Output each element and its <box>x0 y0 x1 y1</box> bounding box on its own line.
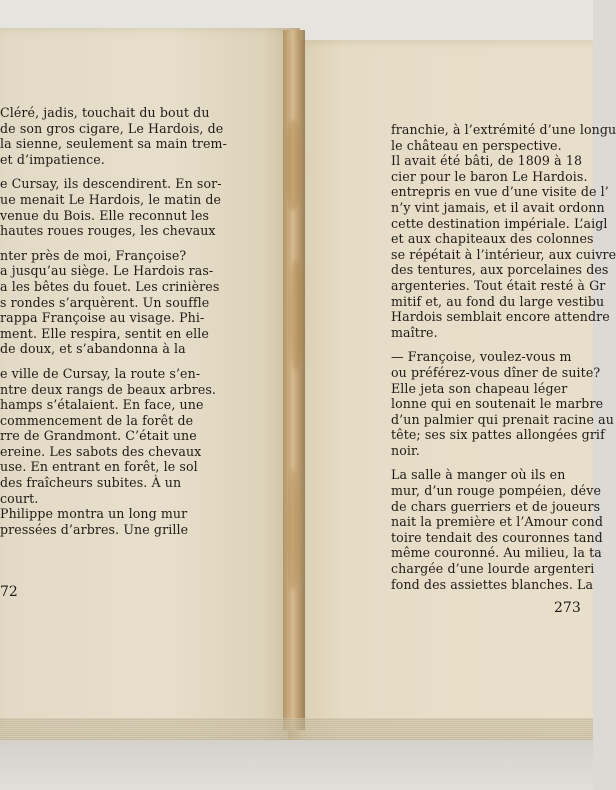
right-page-number: 273 <box>554 600 581 616</box>
text-line: toire tendait des couronnes tand <box>391 529 603 545</box>
text-line: Cléré, jadis, touchait du bout du <box>0 105 210 120</box>
text-line: la sienne, seulement sa main trem- <box>0 136 227 152</box>
text-line: nait la première et l’Amour cond <box>391 514 603 530</box>
text-line: rappa Françoise au visage. Phi- <box>0 310 205 326</box>
paragraph-gap <box>0 167 227 176</box>
table-surface <box>0 740 593 790</box>
text-line: Il avait été bâti, de 1809 à 18 <box>391 153 583 169</box>
text-line: de son gros cigare, Le Hardois, de <box>0 120 224 136</box>
right-page-text <box>391 122 616 592</box>
text-line: nter près de moi, Françoise? <box>0 247 187 263</box>
left-page-number: 72 <box>0 584 18 600</box>
text-line: le château en perspective. <box>391 137 562 153</box>
paragraph-gap <box>391 458 616 467</box>
text-line: n’y vint jamais, et il avait ordonn <box>391 199 605 215</box>
text-line: tête; ses six pattes allongées grif <box>391 427 605 443</box>
text-line: s rondes s’arquèrent. Un souffle <box>0 294 210 310</box>
text-line: de chars guerriers et de joueurs <box>391 498 601 514</box>
text-line: entrepris en vue d’une visite de l’ <box>391 184 609 200</box>
text-line: même couronné. Au milieu, la ta <box>391 545 602 561</box>
text-line: maître. <box>391 324 438 340</box>
text-line: pressées d’arbres. Une grille <box>0 521 189 537</box>
paragraph-gap <box>0 357 227 366</box>
text-line: et d’impatience. <box>0 151 105 167</box>
text-line: de doux, et s’abandonna à la <box>0 341 186 357</box>
text-line: ue menait Le Hardois, le matin de <box>0 191 222 207</box>
text-line: ereine. Les sabots des chevaux <box>0 443 202 459</box>
left-page-text <box>0 105 227 537</box>
paragraph-gap <box>0 239 227 248</box>
text-line: mitif et, au fond du large vestibu <box>391 293 605 309</box>
text-line: Hardois semblait encore attendre <box>391 309 610 325</box>
text-line: mur, d’un rouge pompéien, déve <box>391 483 601 499</box>
text-line: ntre deux rangs de beaux arbres. <box>0 381 217 397</box>
text-line: court. <box>0 490 39 506</box>
text-line: use. En entrant en forêt, le sol <box>0 459 198 475</box>
text-line: hamps s’étalaient. En face, une <box>0 397 204 413</box>
text-line: fond des assiettes blanches. La <box>391 576 594 592</box>
text-line: cier pour le baron Le Hardois. <box>391 168 588 184</box>
text-line: rre de Grandmont. C’était une <box>0 428 197 444</box>
text-line: ment. Elle respira, sentit en elle <box>0 325 209 341</box>
text-line: noir. <box>391 442 420 458</box>
text-line: hautes roues rouges, les chevaux <box>0 223 216 239</box>
text-line: des fraîcheurs subites. À un <box>0 475 182 491</box>
text-line: — Françoise, voulez-vous m <box>391 349 572 365</box>
text-line: Philippe montra un long mur <box>0 506 188 522</box>
left-page <box>0 28 300 740</box>
text-line: se répétait à l’intérieur, aux cuivre <box>391 246 616 262</box>
text-line: cette destination impériale. L’aigl <box>391 215 608 231</box>
text-line: a les bêtes du fouet. Les crinières <box>0 278 220 294</box>
text-line: Elle jeta son chapeau léger <box>391 380 568 396</box>
text-line: e Cursay, ils descendirent. En sor- <box>0 176 222 192</box>
text-line: La salle à manger où ils en <box>391 467 566 483</box>
foxing-stain <box>286 120 300 210</box>
text-line: d’un palmier qui prenait racine au <box>391 411 614 427</box>
text-line: et aux chapiteaux des colonnes <box>391 231 594 247</box>
paragraph-gap <box>391 340 616 349</box>
text-line: des tentures, aux porcelaines des <box>391 262 609 278</box>
text-line: commencement de la forêt de <box>0 412 194 428</box>
foxing-stain <box>290 260 302 370</box>
text-line: e ville de Cursay, la route s’en- <box>0 365 201 381</box>
text-line: chargée d’une lourde argenteri <box>391 561 595 577</box>
text-line: venue du Bois. Elle reconnut les <box>0 207 210 223</box>
text-line: franchie, à l’extrémité d’une longu <box>391 122 616 137</box>
text-line: lonne qui en soutenait le marbre <box>391 396 604 412</box>
text-line: ou préférez-vous dîner de suite? <box>391 364 601 380</box>
text-line: argenteries. Tout était resté à Gr <box>391 277 606 293</box>
text-line: a jusqu’au siège. Le Hardois ras- <box>0 263 214 279</box>
foxing-stain <box>288 470 298 590</box>
right-page <box>288 40 616 740</box>
